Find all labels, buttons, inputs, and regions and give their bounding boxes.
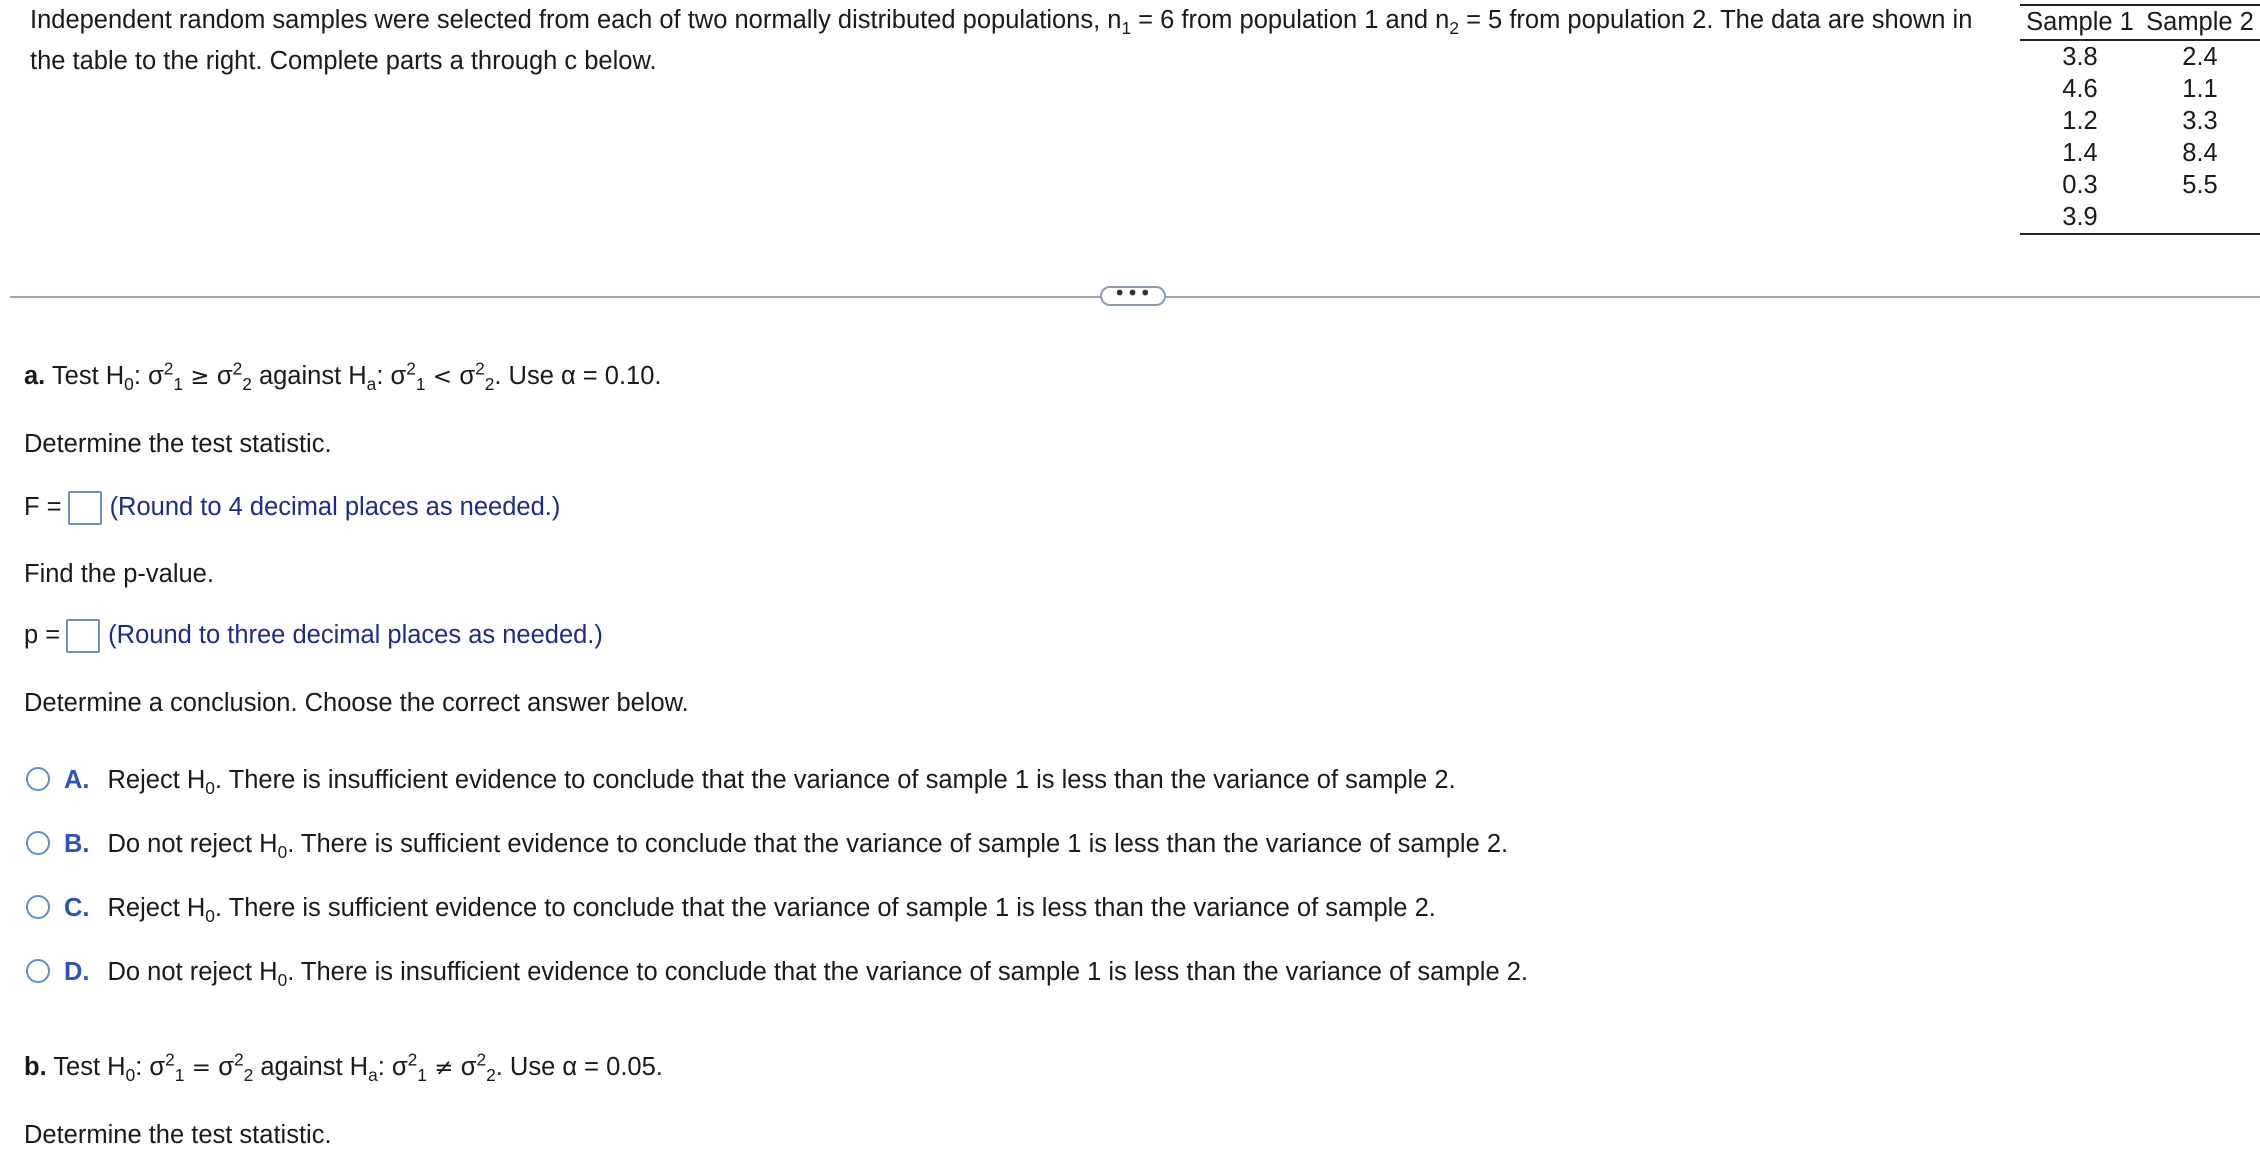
option-a[interactable] bbox=[26, 766, 1456, 799]
intro-line-2: the table to the right. Complete parts a through c below. bbox=[30, 47, 657, 75]
h0-subscript: 0 bbox=[277, 970, 288, 991]
superscript: 2 bbox=[232, 358, 243, 379]
relation-symbol: ≥ bbox=[183, 364, 217, 390]
option-letter: D. bbox=[64, 958, 90, 986]
table-row bbox=[2020, 201, 2260, 234]
superscript: 2 bbox=[233, 1049, 244, 1070]
superscript: 2 bbox=[165, 1049, 175, 1070]
table-cell: 1.2 bbox=[2062, 106, 2098, 135]
part-b-label: b. bbox=[24, 1053, 47, 1081]
heading-text: . Use α = 0.10. bbox=[494, 362, 662, 390]
heading-text: : σ bbox=[377, 1053, 408, 1081]
option-text: . There is sufficient evidence to conclude that the variance of sample 1 is less than the variance of sample 2. bbox=[214, 894, 1436, 922]
table-cell: 0.3 bbox=[2062, 170, 2098, 199]
sigma-symbol: σ bbox=[216, 362, 233, 390]
option-b[interactable] bbox=[26, 830, 1509, 863]
relation-symbol: ≠ bbox=[426, 1055, 461, 1081]
option-text: Do not reject H bbox=[107, 958, 278, 986]
table-row bbox=[2020, 169, 2260, 201]
table-cell bbox=[2140, 201, 2260, 234]
more-options-button[interactable]: ••• bbox=[1100, 286, 1166, 306]
table-cell: 3.3 bbox=[2182, 106, 2218, 135]
table-cell: 3.8 bbox=[2062, 42, 2098, 71]
sigma-symbol: σ bbox=[218, 1053, 234, 1081]
column-header-sample-1: Sample 1 bbox=[2020, 5, 2140, 40]
radio-button-a[interactable] bbox=[26, 767, 50, 791]
f-answer-input[interactable] bbox=[68, 491, 102, 525]
table-cell: 3.9 bbox=[2020, 201, 2140, 234]
heading-text: Test H bbox=[45, 362, 125, 390]
table-cell: 5.5 bbox=[2182, 170, 2218, 199]
subscript: 2 bbox=[243, 1065, 254, 1086]
p-rounding-hint: (Round to three decimal places as needed.) bbox=[108, 621, 603, 649]
intro-text-part: = 6 from population 1 and n bbox=[1131, 6, 1450, 34]
determine-statistic-prompt: Determine the test statistic. bbox=[24, 430, 332, 458]
radio-button-c[interactable] bbox=[26, 895, 50, 919]
intro-line-1 bbox=[30, 6, 1973, 39]
table-cell: 2.4 bbox=[2182, 42, 2218, 71]
superscript: 2 bbox=[406, 358, 416, 379]
relation-symbol: < bbox=[425, 364, 460, 390]
option-text: Do not reject H bbox=[107, 830, 278, 858]
p-label: p = bbox=[24, 621, 61, 649]
data-table bbox=[2020, 4, 2260, 235]
table-cell: 1.4 bbox=[2062, 138, 2098, 167]
part-b-determine-statistic-prompt: Determine the test statistic. bbox=[24, 1121, 332, 1149]
part-a-heading bbox=[24, 358, 662, 395]
h0-subscript: 0 bbox=[124, 374, 134, 395]
subscript: 2 bbox=[484, 374, 495, 395]
intro-text-part: Independent random samples were selected from each of two normally distributed populations, n bbox=[30, 6, 1122, 34]
table-row bbox=[2020, 105, 2260, 137]
table-cell: 1.1 bbox=[2182, 74, 2218, 103]
ha-subscript: a bbox=[368, 1065, 378, 1086]
option-text: Reject H bbox=[107, 894, 206, 922]
table-cell: 4.6 bbox=[2062, 74, 2098, 103]
superscript: 2 bbox=[475, 358, 485, 379]
part-b-heading bbox=[24, 1049, 663, 1086]
table-row bbox=[2020, 40, 2260, 73]
subscript: 1 bbox=[173, 374, 184, 395]
radio-button-b[interactable] bbox=[26, 831, 50, 855]
heading-text: : σ bbox=[133, 362, 164, 390]
superscript: 2 bbox=[163, 358, 174, 379]
option-letter: B. bbox=[64, 830, 90, 858]
heading-text: against H bbox=[251, 362, 367, 390]
subscript: 1 bbox=[174, 1065, 185, 1086]
heading-text: Test H bbox=[46, 1053, 126, 1081]
column-header-sample-2: Sample 2 bbox=[2140, 5, 2260, 40]
subscript: 1 bbox=[415, 374, 426, 395]
n2-subscript: 2 bbox=[1449, 18, 1459, 39]
subscript: 1 bbox=[417, 1065, 427, 1086]
superscript: 2 bbox=[407, 1049, 418, 1070]
sigma-symbol: σ bbox=[460, 1053, 477, 1081]
part-a-label: a. bbox=[24, 362, 46, 390]
option-text: . There is sufficient evidence to conclude that the variance of sample 1 is less than the variance of sample 2. bbox=[287, 830, 1509, 858]
option-text: . There is insufficient evidence to conclude that the variance of sample 1 is less than the variance of sample 2. bbox=[214, 766, 1456, 794]
table-header-row bbox=[2020, 5, 2260, 40]
heading-text: : σ bbox=[135, 1053, 166, 1081]
superscript: 2 bbox=[476, 1049, 487, 1070]
relation-symbol: = bbox=[184, 1055, 219, 1081]
option-letter: A. bbox=[64, 766, 90, 794]
f-rounding-hint: (Round to 4 decimal places as needed.) bbox=[109, 493, 561, 521]
option-c[interactable] bbox=[26, 894, 1436, 927]
option-d[interactable] bbox=[26, 958, 1528, 991]
subscript: 2 bbox=[242, 374, 252, 395]
h0-subscript: 0 bbox=[125, 1065, 136, 1086]
table-row bbox=[2020, 137, 2260, 169]
option-letter: C. bbox=[64, 894, 90, 922]
f-label: F = bbox=[24, 493, 62, 521]
intro-text-part: = 5 from population 2. The data are shown in bbox=[1459, 6, 1973, 34]
h0-subscript: 0 bbox=[277, 842, 288, 863]
heading-text: : σ bbox=[376, 362, 407, 390]
option-text: . There is insufficient evidence to conclude that the variance of sample 1 is less than the variance of sample 2. bbox=[287, 958, 1528, 986]
h0-subscript: 0 bbox=[205, 778, 215, 799]
p-answer-input[interactable] bbox=[66, 619, 100, 653]
option-text: Reject H bbox=[107, 766, 206, 794]
ha-subscript: a bbox=[366, 374, 377, 395]
heading-text: against H bbox=[253, 1053, 369, 1081]
f-answer-row bbox=[24, 490, 560, 525]
table-row bbox=[2020, 73, 2260, 105]
conclusion-prompt: Determine a conclusion. Choose the correct answer below. bbox=[24, 689, 689, 717]
h0-subscript: 0 bbox=[205, 906, 215, 927]
table-cell: 8.4 bbox=[2182, 138, 2218, 167]
p-answer-row bbox=[24, 618, 603, 653]
heading-text: . Use α = 0.05. bbox=[495, 1053, 663, 1081]
n1-subscript: 1 bbox=[1121, 18, 1132, 39]
sigma-symbol: σ bbox=[459, 362, 476, 390]
subscript: 2 bbox=[486, 1065, 496, 1086]
radio-button-d[interactable] bbox=[26, 959, 50, 983]
find-p-value-prompt: Find the p-value. bbox=[24, 560, 214, 588]
